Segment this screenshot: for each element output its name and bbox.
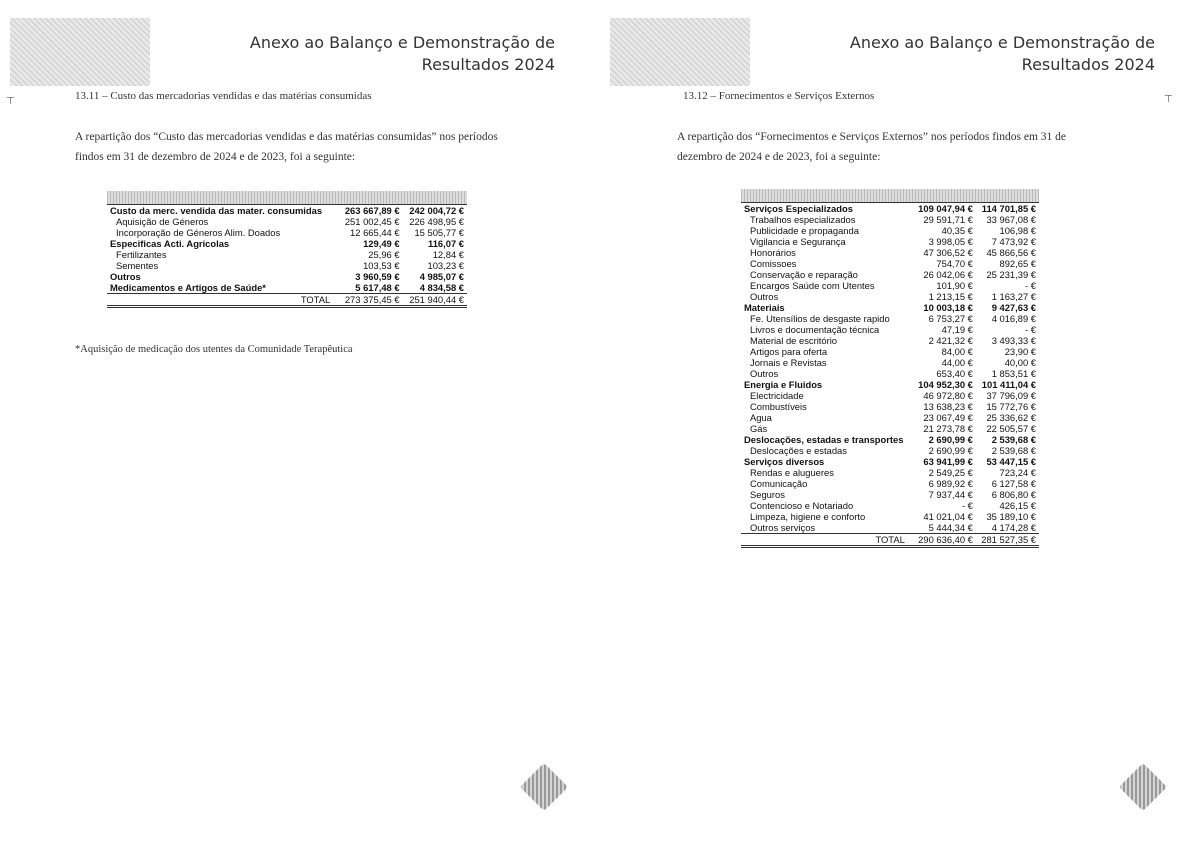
value-2023: 1 853,51 € — [991, 368, 1036, 379]
value-2023: 103,23 € — [427, 260, 464, 271]
value-2024: 129,49 € — [363, 238, 400, 249]
corner-mark: ⊤ — [6, 96, 15, 107]
section-heading: 13.12 – Fornecimentos e Serviços Externos — [683, 90, 875, 102]
page-stamp — [1119, 763, 1167, 811]
table-row — [741, 225, 1039, 236]
row-label: Contencioso e Notariado — [750, 500, 854, 511]
table-group-row — [741, 456, 1039, 467]
value-2023: 892,65 € — [999, 258, 1036, 269]
row-label: Vigilancia e Segurança — [750, 236, 846, 247]
organization-logo — [610, 18, 750, 86]
row-label: Aquisição de Géneros — [116, 216, 209, 227]
value-2023: 25 336,62 € — [986, 412, 1036, 423]
value-2024: 3 960,59 € — [355, 271, 400, 282]
value-2024: 84,00 € — [941, 346, 973, 357]
table-row — [741, 412, 1039, 423]
value-2023: 33 967,08 € — [986, 214, 1036, 225]
table-header-bar — [741, 189, 1039, 203]
table-row — [741, 500, 1039, 511]
header-title-line1: Anexo ao Balanço e Demonstração de — [249, 33, 555, 52]
external-services-table — [741, 189, 1039, 548]
table-row — [741, 522, 1039, 534]
table-row — [741, 478, 1039, 489]
row-label: Deslocações e estadas — [750, 445, 847, 456]
value-2024: 21 273,78 € — [923, 423, 973, 434]
table-row — [741, 368, 1039, 379]
total-2023: 281 527,35 € — [976, 534, 1039, 547]
value-2024: 47 306,52 € — [923, 247, 973, 258]
row-label: Serviços diversos — [744, 456, 825, 467]
value-2024: 5 444,34 € — [928, 522, 973, 533]
table-row — [741, 346, 1039, 357]
table-row — [741, 258, 1039, 269]
row-label: Gás — [750, 423, 768, 434]
value-2024: 2 690,99 € — [928, 445, 973, 456]
value-2024: 40,35 € — [941, 225, 973, 236]
table-row — [741, 445, 1039, 456]
value-2023: 116,07 € — [428, 238, 464, 249]
table-group-row — [107, 205, 467, 217]
row-label: Comissoes — [750, 258, 797, 269]
total-2024: 290 636,40 € — [913, 534, 976, 547]
row-label: Especificas Acti. Agricolas — [110, 238, 230, 249]
table-row — [741, 335, 1039, 346]
value-2023: 4 985,07 € — [419, 271, 464, 282]
value-2023: 4 834,58 € — [419, 282, 464, 293]
value-2023: 723,24 € — [999, 467, 1036, 478]
value-2023: 2 539,68 € — [991, 445, 1036, 456]
value-2023: 7 473,92 € — [991, 236, 1036, 247]
row-label: Conservação e reparação — [750, 269, 858, 280]
value-2024: 2 549,25 € — [928, 467, 973, 478]
value-2023: 23,90 € — [1004, 346, 1036, 357]
value-2024: 23 067,49 € — [923, 412, 973, 423]
total-2023: 251 940,44 € — [403, 294, 467, 307]
table-row — [741, 269, 1039, 280]
value-2024: 2 690,99 € — [928, 434, 973, 445]
value-2024: 12 665,44 € — [350, 227, 400, 238]
value-2023: 101 411,04 € — [981, 379, 1036, 390]
value-2024: 7 937,44 € — [928, 489, 973, 500]
value-2024: - € — [961, 500, 973, 511]
table-row — [741, 214, 1039, 225]
value-2023: - € — [1025, 280, 1036, 291]
row-label: Seguros — [750, 489, 785, 500]
value-2024: 44,00 € — [941, 357, 973, 368]
row-label: Serviços Especializados — [741, 203, 913, 215]
table-group-row — [107, 271, 467, 282]
table-row — [741, 247, 1039, 258]
header-title-line1: Anexo ao Balanço e Demonstração de — [849, 33, 1155, 52]
organization-logo — [10, 18, 150, 86]
value-2024: 101,90 € — [936, 280, 973, 291]
page-header — [250, 32, 555, 76]
value-2024: 29 591,71 € — [923, 214, 973, 225]
row-label: Energia e Fluidos — [744, 379, 823, 390]
value-2023: 226 498,95 € — [409, 216, 464, 227]
value-2023: 242 004,72 € — [403, 205, 467, 217]
value-2023: 426,15 € — [999, 500, 1036, 511]
cost-of-goods-table — [107, 191, 467, 308]
value-2024: 26 042,06 € — [923, 269, 973, 280]
intro-line1: A repartição dos “Fornecimentos e Serviços Externos” nos períodos findos em 31 de — [677, 131, 1066, 143]
table-row — [741, 291, 1039, 302]
total-label: TOTAL — [741, 534, 913, 547]
table-row — [741, 324, 1039, 335]
header-title-line2: Resultados 2024 — [1021, 55, 1155, 74]
value-2023: 37 796,09 € — [986, 390, 1036, 401]
total-label: TOTAL — [107, 294, 338, 307]
row-label: Incorporação de Géneros Alim. Doados — [116, 227, 281, 238]
table-group-row — [741, 203, 1039, 215]
value-2024: 3 998,05 € — [928, 236, 973, 247]
value-2023: 40,00 € — [1004, 357, 1036, 368]
intro-paragraph — [677, 127, 1107, 167]
table-row — [741, 489, 1039, 500]
row-label: Limpeza, higiene e conforto — [750, 511, 866, 522]
row-label: Outros — [110, 271, 141, 282]
value-2023: 6 806,80 € — [991, 489, 1036, 500]
value-2023: 2 539,68 € — [991, 434, 1036, 445]
value-2023: 15 772,76 € — [986, 401, 1036, 412]
value-2023: 53 447,15 € — [986, 456, 1036, 467]
table-row — [741, 401, 1039, 412]
value-2024: 653,40 € — [936, 368, 973, 379]
table-group-row — [741, 302, 1039, 313]
value-2023: 6 127,58 € — [991, 478, 1036, 489]
value-2023: 9 427,63 € — [991, 302, 1036, 313]
value-2023: 12,84 € — [432, 249, 464, 260]
value-2023: 15 505,77 € — [414, 227, 464, 238]
table-row — [107, 249, 467, 260]
value-2024: 263 667,89 € — [338, 205, 402, 217]
row-label: Honorários — [750, 247, 796, 258]
value-2023: 4 016,89 € — [991, 313, 1036, 324]
value-2024: 6 989,92 € — [928, 478, 973, 489]
table-row — [107, 216, 467, 227]
row-label: Agua — [750, 412, 772, 423]
row-label: Fertilizantes — [116, 249, 167, 260]
row-label: Publicidade e propaganda — [750, 225, 859, 236]
row-label: Materiais — [744, 302, 785, 313]
value-2023: - € — [1025, 324, 1036, 335]
row-label: Outros — [750, 368, 779, 379]
section-heading: 13.11 – Custo das mercadorias vendidas e das matérias consumidas — [75, 90, 372, 102]
value-2023: 4 174,28 € — [991, 522, 1036, 533]
table-row — [741, 390, 1039, 401]
corner-mark: ⊤ — [1164, 94, 1173, 105]
row-label: Outros — [750, 291, 779, 302]
row-label: Electricidade — [750, 390, 804, 401]
row-label: Artigos para oferta — [750, 346, 828, 357]
table-group-row — [741, 434, 1039, 445]
table-row — [741, 423, 1039, 434]
value-2024: 25,96 € — [368, 249, 400, 260]
row-label: Custo da merc. vendida das mater. consumidas — [107, 205, 338, 217]
table-row — [741, 467, 1039, 478]
table-row — [107, 260, 467, 271]
page-header — [850, 32, 1155, 76]
table-row — [741, 280, 1039, 291]
value-2024: 13 638,23 € — [923, 401, 973, 412]
value-2024: 46 972,80 € — [923, 390, 973, 401]
value-2024: 754,70 € — [936, 258, 973, 269]
row-label: Material de escritório — [750, 335, 838, 346]
table-group-row — [107, 238, 467, 249]
value-2024: 2 421,32 € — [928, 335, 973, 346]
intro-line2: dezembro de 2024 e de 2023, foi a seguinte: — [677, 151, 881, 163]
total-2024: 273 375,45 € — [338, 294, 402, 307]
row-label: Combustíveis — [750, 401, 807, 412]
row-label: Jornais e Revistas — [750, 357, 827, 368]
value-2024: 109 047,94 € — [913, 203, 976, 215]
table-total-row — [741, 534, 1039, 547]
row-label: Fe. Utensílios de desgaste rapido — [750, 313, 890, 324]
row-label: Outros serviços — [750, 522, 816, 533]
value-2024: 104 952,30 € — [918, 379, 973, 390]
value-2023: 3 493,33 € — [991, 335, 1036, 346]
value-2024: 41 021,04 € — [923, 511, 973, 522]
table-row — [107, 227, 467, 238]
page-stamp — [520, 763, 568, 811]
row-label: Comunicação — [750, 478, 808, 489]
table-row — [741, 236, 1039, 247]
row-label: Livros e documentação técnica — [750, 324, 880, 335]
table-row — [741, 313, 1039, 324]
value-2023: 114 701,85 € — [976, 203, 1039, 215]
value-2024: 1 213,15 € — [928, 291, 973, 302]
header-title-line2: Resultados 2024 — [421, 55, 555, 74]
row-label: Deslocações, estadas e transportes — [744, 434, 904, 445]
value-2024: 103,53 € — [363, 260, 400, 271]
value-2024: 63 941,99 € — [923, 456, 973, 467]
intro-line2: findos em 31 de dezembro de 2024 e de 2023, foi a seguinte: — [75, 151, 356, 163]
table-header-bar — [107, 191, 467, 205]
value-2024: 5 617,48 € — [355, 282, 400, 293]
table-group-row — [107, 282, 467, 294]
value-2023: 25 231,39 € — [986, 269, 1036, 280]
value-2024: 251 002,45 € — [344, 216, 400, 227]
table-total-row — [107, 294, 467, 307]
intro-line1: A repartição dos “Custo das mercadorias vendidas e das matérias consumidas” nos períodos — [75, 131, 498, 143]
row-label: Encargos Saúde com Utentes — [750, 280, 875, 291]
row-label: Sementes — [116, 260, 159, 271]
table-row — [741, 357, 1039, 368]
row-label: Rendas e alugueres — [750, 467, 834, 478]
right-page — [600, 0, 1200, 848]
intro-paragraph — [75, 127, 515, 167]
value-2023: 22 505,57 € — [986, 423, 1036, 434]
value-2024: 6 753,27 € — [928, 313, 973, 324]
row-label: Trabalhos especializados — [750, 214, 856, 225]
row-label: Medicamentos e Artigos de Saúde* — [110, 282, 266, 293]
table-group-row — [741, 379, 1039, 390]
value-2024: 47,19 € — [941, 324, 973, 335]
value-2023: 35 189,10 € — [986, 511, 1036, 522]
value-2023: 106,98 € — [999, 225, 1036, 236]
value-2023: 45 866,56 € — [986, 247, 1036, 258]
value-2024: 10 003,18 € — [923, 302, 973, 313]
footnote: *Aquisição de medicação dos utentes da Comunidade Terapêutica — [75, 344, 353, 355]
table-row — [741, 511, 1039, 522]
value-2023: 1 163,27 € — [991, 291, 1036, 302]
